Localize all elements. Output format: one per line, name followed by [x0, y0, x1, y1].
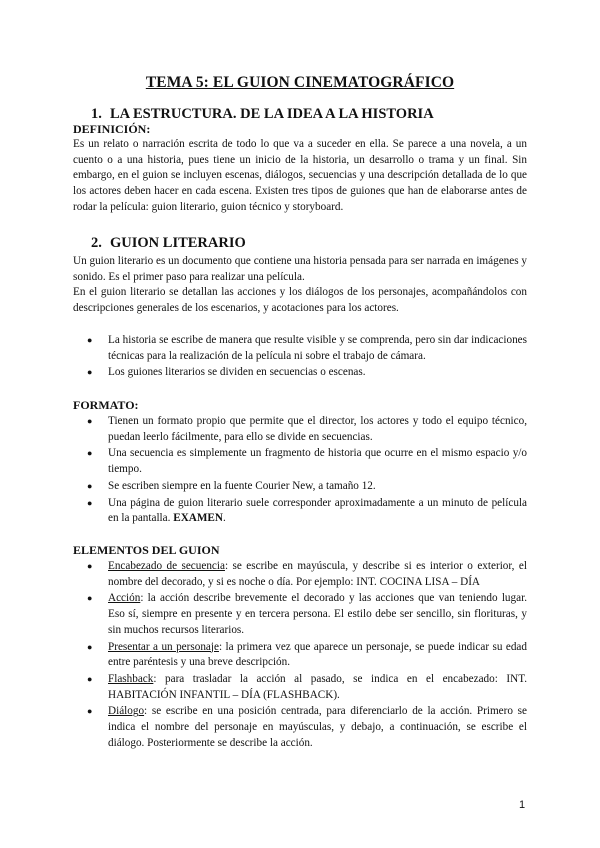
bullet-icon: ●	[87, 641, 93, 652]
list-item	[87, 446, 527, 477]
section-1-number: 1.	[91, 106, 102, 122]
page-title: TEMA 5: EL GUION CINEMATOGRÁFICO	[145, 74, 455, 91]
formato-heading: FORMATO:	[73, 398, 139, 412]
bullet-icon: ●	[87, 593, 93, 604]
definicion-heading: DEFINICIÓN:	[73, 122, 151, 136]
list-item	[87, 414, 527, 445]
bullet-icon: ●	[87, 416, 93, 426]
list-item-text: Una página de guion literario suele corresponder aproximadamente a un minuto de película en la pantalla.	[108, 496, 527, 525]
list-item-end: .	[222, 512, 226, 525]
list-item	[87, 479, 527, 495]
bullet-icon: ●	[87, 706, 93, 717]
list-item	[87, 496, 527, 527]
list-item	[87, 333, 527, 364]
list-item-text: Tienen un formato propio que permite que el director, los actores y todo el equipo técnico, puedan leerlo fácilmente, para ello se divide en secuencias.	[108, 415, 527, 443]
element-description: : la primera vez que aparece un personaje, se puede indicar su edad entre paréntesis y una breve descripción.	[108, 640, 527, 669]
list-item	[87, 640, 527, 671]
section-2-title: GUION LITERARIO	[110, 235, 246, 251]
bullet-icon: ●	[87, 448, 93, 459]
guion-literario-p1: Un guion literario es un documento que contiene una historia pensada para ser narrada en imágenes y sonido. Es el primer paso para realizar una película.	[73, 255, 527, 283]
element-description: : para trasladar la acción al pasado, se indica en el encabezado: INT. HABITACIÓN INFANTIL – DÍA (FLASHBACK).	[108, 672, 527, 701]
element-description: : la acción describe brevemente el decorado y las acciones que van teniendo lugar. Eso sí, siempre en presente y en tercera persona. El estilo debe ser sencillo, sin florituras, y sin muchos recursos literarios.	[108, 592, 527, 636]
list-item	[87, 591, 527, 638]
element-term: Encabezado de secuencia	[108, 560, 225, 572]
elementos-heading: ELEMENTOS DEL GUION	[73, 543, 220, 557]
section-1-title: LA ESTRUCTURA. DE LA IDEA A LA HISTORIA	[110, 106, 434, 122]
list-item-text: La historia se escribe de manera que resulte visible y se comprenda, pero sin dar indicaciones técnicas para la realización de la película ni sobre el trabajo de cámara.	[108, 334, 527, 362]
guion-literario-paragraphs	[73, 254, 527, 317]
definicion-paragraph	[73, 137, 527, 216]
element-term: Diálogo	[108, 705, 145, 718]
section-2-number: 2.	[91, 235, 102, 251]
list-item-text: Una secuencia es simplemente un fragmento de historia que ocurre en el mismo espacio y/o tiempo.	[108, 447, 527, 476]
bullet-icon: ●	[87, 335, 93, 345]
bullet-icon: ●	[87, 673, 93, 684]
list-item	[87, 365, 527, 381]
guion-literario-p2: En el guion literario se detallan las acciones y los diálogos de los personajes, acompañándolos con descripciones generales de los escenarios, y acotaciones para los actores.	[73, 286, 527, 315]
bullet-icon: ●	[87, 561, 93, 571]
elementos-list	[87, 559, 527, 752]
list-item	[87, 704, 527, 751]
bullet-icon: ●	[87, 497, 93, 508]
section-1-heading	[91, 106, 434, 123]
page-number: 1	[519, 799, 526, 811]
guion-literario-list	[87, 333, 527, 382]
exam-label: EXAMEN	[173, 512, 223, 525]
bullet-icon: ●	[87, 367, 93, 378]
list-item	[87, 559, 527, 590]
section-2-heading	[91, 235, 246, 252]
element-term: Presentar a un personaje	[108, 640, 219, 653]
element-description: : se escribe en una posición centrada, para diferenciarlo de la acción. Primero se indica el nombre del personaje en mayúsculas, y debajo, a continuación, se escribe el diálogo. Posteriormente se describe la acción.	[108, 705, 527, 749]
list-item	[87, 672, 527, 703]
bullet-icon: ●	[87, 480, 93, 491]
definicion-text: Es un relato o narración escrita de todo lo que va a suceder en ella. Se parece a una novela, a un cuento o a una historia, pues tiene un inicio de la historia, un desarrollo o trama y un final. Sin embargo, en el guion se incluyen escenas, diálogos, secuencias y una descripción detallada de lo que los actores deben hacer en cada escena. Existen tres tipos de guiones que han de elaborarse antes de rodar la película: guion literario, guion técnico y storyboard.	[73, 138, 527, 213]
element-term: Acción	[108, 592, 141, 605]
element-term: Flashback	[108, 672, 154, 685]
formato-list	[87, 414, 527, 528]
list-item-text: Los guiones literarios se dividen en secuencias o escenas.	[108, 366, 366, 379]
list-item-text: Se escriben siempre en la fuente Courier New, a tamaño 12.	[108, 479, 376, 492]
element-description: : se escribe en mayúscula, y describe si es interior o exterior, el nombre del decorado, y si es noche o día. Por ejemplo: INT. COCINA LISA – DÍA	[108, 560, 527, 588]
